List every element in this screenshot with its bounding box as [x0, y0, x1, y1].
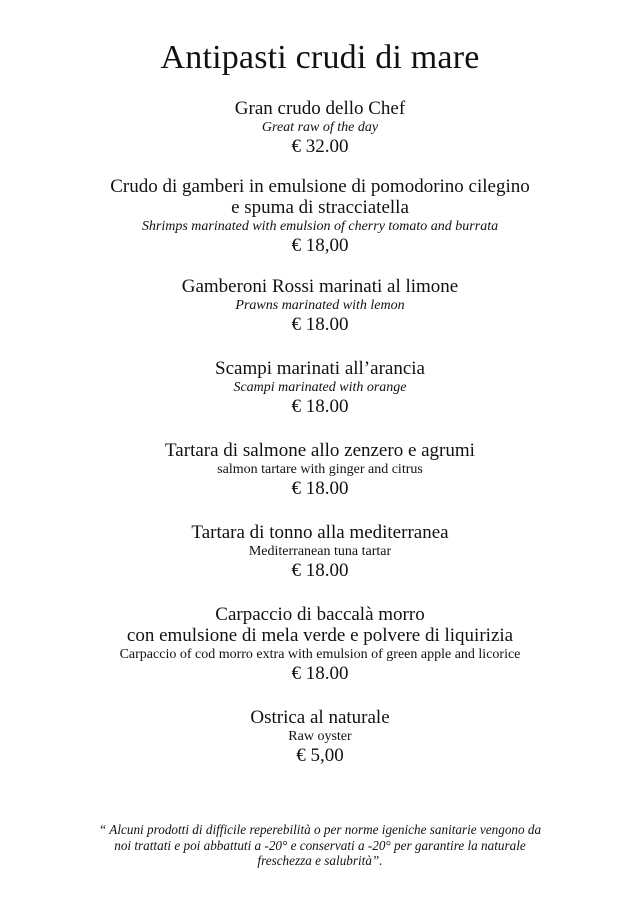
menu-item [0, 176, 640, 256]
menu-item-description: Prawns marinated with lemon [235, 298, 405, 313]
menu-item-name: Crudo di gamberi in emulsione di pomodorino cilegino [110, 176, 530, 197]
footnote [60, 822, 580, 869]
menu-item [0, 440, 640, 499]
menu-item-name-line2: e spuma di stracciatella [231, 197, 409, 218]
menu-item-price: € 18.00 [291, 478, 349, 499]
menu-item [0, 98, 640, 157]
menu-item-description: salmon tartare with ginger and citrus [217, 462, 423, 477]
menu-list [0, 98, 640, 766]
menu-item-name: Gamberoni Rossi marinati al limone [181, 276, 459, 297]
menu-item-price: € 18.00 [291, 396, 349, 417]
menu-item-price: € 18.00 [291, 663, 349, 684]
menu-item-description: Mediterranean tuna tartar [248, 544, 392, 559]
menu-item-name: Tartara di salmone allo zenzero e agrumi [165, 440, 475, 461]
footnote-line: freschezza e salubrità”. [257, 853, 383, 868]
menu-item-name-line2: con emulsione di mela verde e polvere di liquirizia [126, 625, 514, 646]
page-title: Antipasti crudi di mare [160, 39, 480, 76]
menu-item [0, 522, 640, 581]
footnote-line: noi trattati e poi abbattuti a -20° e conservati a -20° per garantire la naturale [114, 837, 526, 853]
menu-item-price: € 5,00 [296, 745, 344, 766]
menu-item-description: Raw oyster [288, 729, 352, 744]
menu-item [0, 707, 640, 766]
menu-item-description: Shrimps marinated with emulsion of cherry tomato and burrata [141, 219, 499, 234]
menu-item-name: Ostrica al naturale [250, 707, 390, 728]
menu-item-name: Scampi marinati all’arancia [215, 358, 425, 379]
menu-item-description: Scampi marinated with orange [233, 380, 407, 395]
menu-item-price: € 18,00 [291, 235, 349, 256]
menu-item-name: Gran crudo dello Chef [234, 98, 406, 119]
menu-item-price: € 18.00 [291, 560, 349, 581]
menu-item-description: Great raw of the day [261, 120, 379, 135]
menu-item-description: Carpaccio of cod morro extra with emulsion of green apple and licorice [119, 647, 521, 662]
menu-item [0, 604, 640, 684]
menu-item-name: Tartara di tonno alla mediterranea [191, 522, 449, 543]
menu-item [0, 358, 640, 417]
menu-item-price: € 32.00 [291, 136, 349, 157]
menu-item-price: € 18.00 [291, 314, 349, 335]
menu-item [0, 276, 640, 335]
menu-item-name: Carpaccio di baccalà morro [215, 604, 425, 625]
footnote-line: “ Alcuni prodotti di difficile reperebilità o per norme igeniche sanitarie vengono da [98, 822, 542, 837]
